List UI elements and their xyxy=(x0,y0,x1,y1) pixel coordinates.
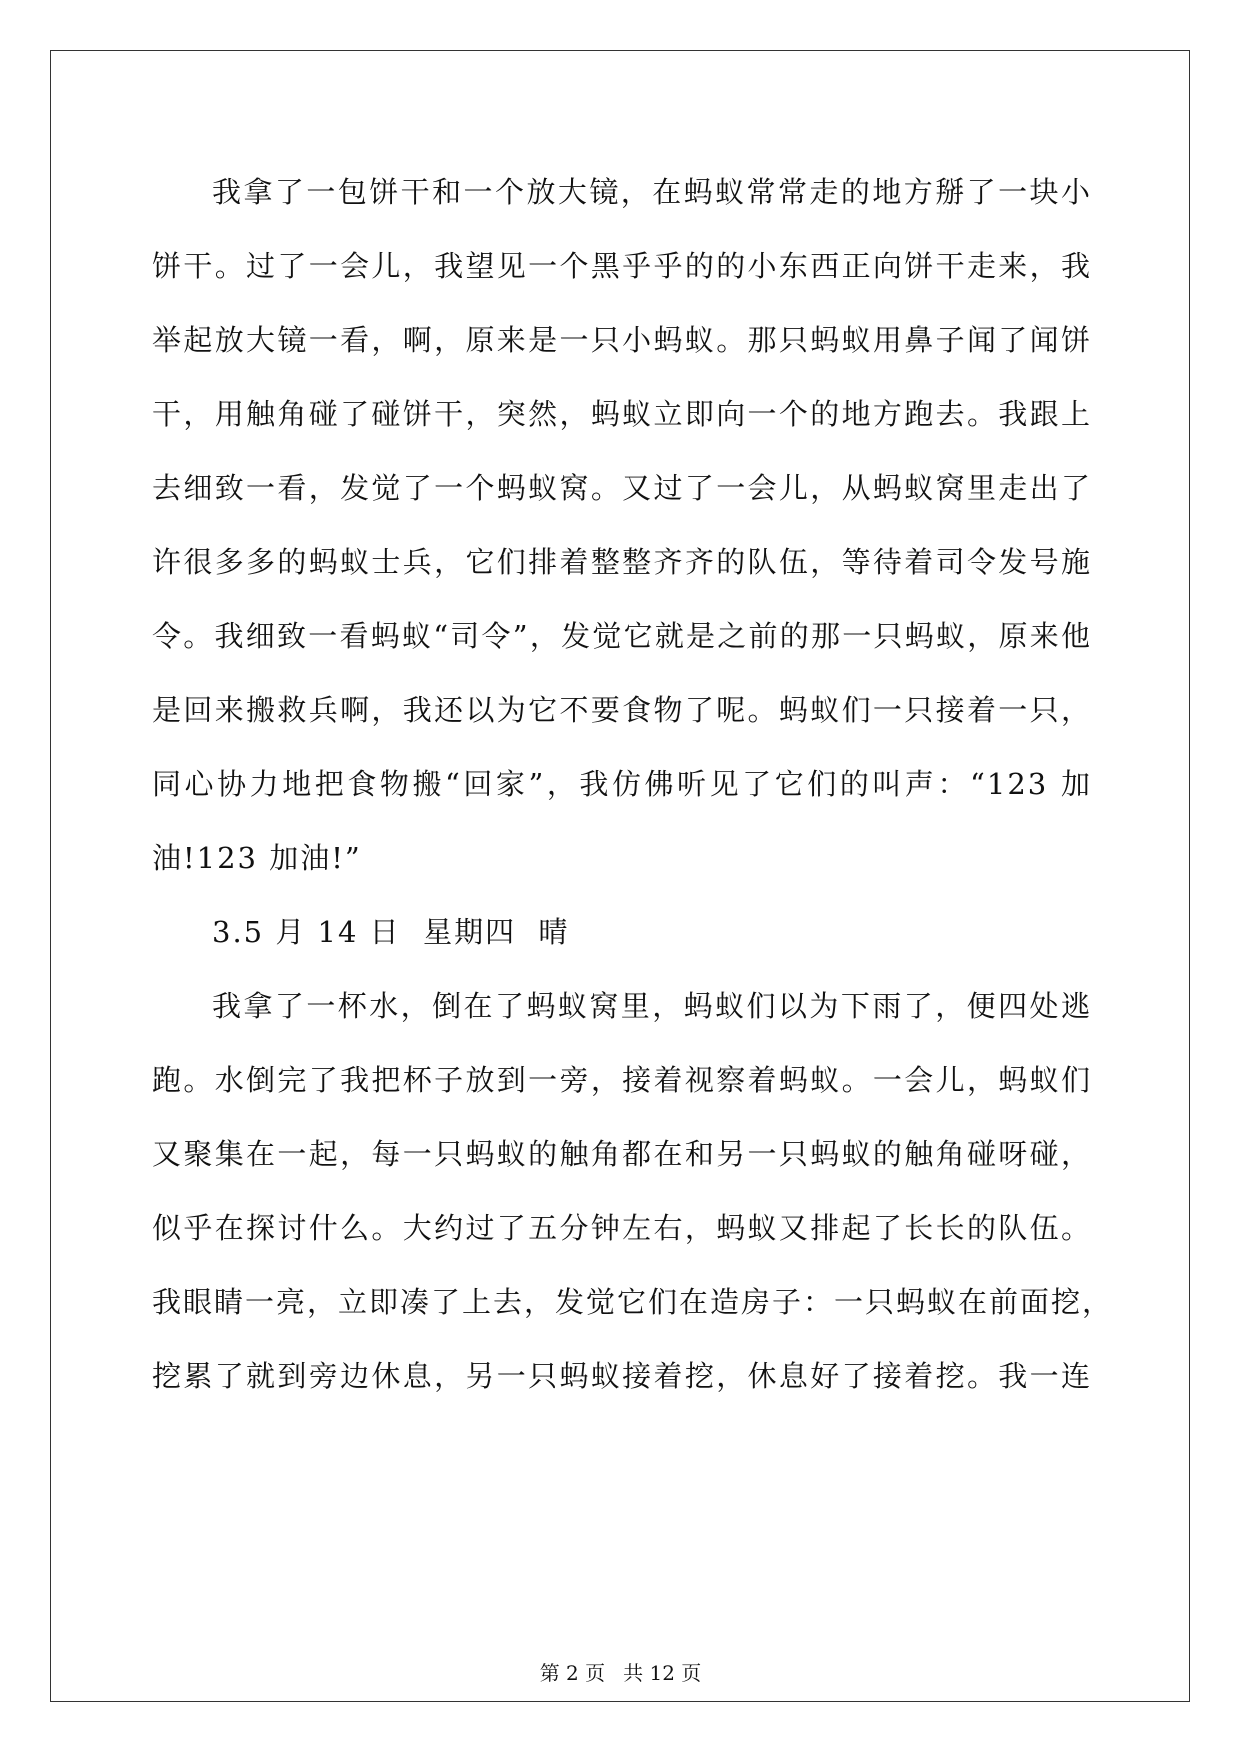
paragraph-1-line-5: 去细致一看，发觉了一个蚂蚁窝。又过了一会儿，从蚂蚁窝里走出了 xyxy=(152,471,1092,505)
paragraph-1-line-9: 同心协力地把食物搬“回家”，我仿佛听见了它们的叫声：“123 加 xyxy=(152,767,1092,801)
paragraph-2-line-2: 跑。水倒完了我把杯子放到一旁，接着视察着蚂蚁。一会儿，蚂蚁们 xyxy=(152,1063,1092,1097)
paragraph-1-line-1: 我拿了一包饼干和一个放大镜，在蚂蚁常常走的地方掰了一块小 xyxy=(212,175,1092,209)
paragraph-2-line-5: 我眼睛一亮，立即凑了上去，发觉它们在造房子：一只蚂蚁在前面挖， xyxy=(152,1285,1114,1319)
date-heading: 3.5 月 14 日 星期四 晴 xyxy=(212,915,570,949)
paragraph-1-line-8: 是回来搬救兵啊，我还以为它不要食物了呢。蚂蚁们一只接着一只， xyxy=(152,693,1092,727)
paragraph-2-line-4: 似乎在探讨什么。大约过了五分钟左右，蚂蚁又排起了长长的队伍。 xyxy=(152,1211,1092,1245)
paragraph-2-line-3: 又聚集在一起，每一只蚂蚁的触角都在和另一只蚂蚁的触角碰呀碰， xyxy=(152,1137,1092,1171)
page-total: 共 12 页 xyxy=(623,1661,702,1685)
paragraph-1-line-7: 令。我细致一看蚂蚁“司令”，发觉它就是之前的那一只蚂蚁，原来他 xyxy=(152,619,1092,653)
paragraph-1-line-10: 油!123 加油!” xyxy=(152,841,362,875)
page-footer xyxy=(0,1661,1241,1685)
paragraph-1-line-6: 许很多多的蚂蚁士兵，它们排着整整齐齐的队伍，等待着司令发号施 xyxy=(152,545,1092,579)
paragraph-2-line-6: 挖累了就到旁边休息，另一只蚂蚁接着挖，休息好了接着挖。我一连 xyxy=(152,1359,1092,1393)
paragraph-1-line-2: 饼干。过了一会儿，我望见一个黑乎乎的的小东西正向饼干走来，我 xyxy=(152,249,1092,283)
paragraph-1-line-4: 干，用触角碰了碰饼干，突然，蚂蚁立即向一个的地方跑去。我跟上 xyxy=(152,397,1092,431)
paragraph-1-line-3: 举起放大镜一看，啊，原来是一只小蚂蚁。那只蚂蚁用鼻子闻了闻饼 xyxy=(152,323,1092,357)
page-number: 第 2 页 xyxy=(539,1661,606,1685)
paragraph-2-line-1: 我拿了一杯水，倒在了蚂蚁窝里，蚂蚁们以为下雨了，便四处逃 xyxy=(212,989,1092,1023)
